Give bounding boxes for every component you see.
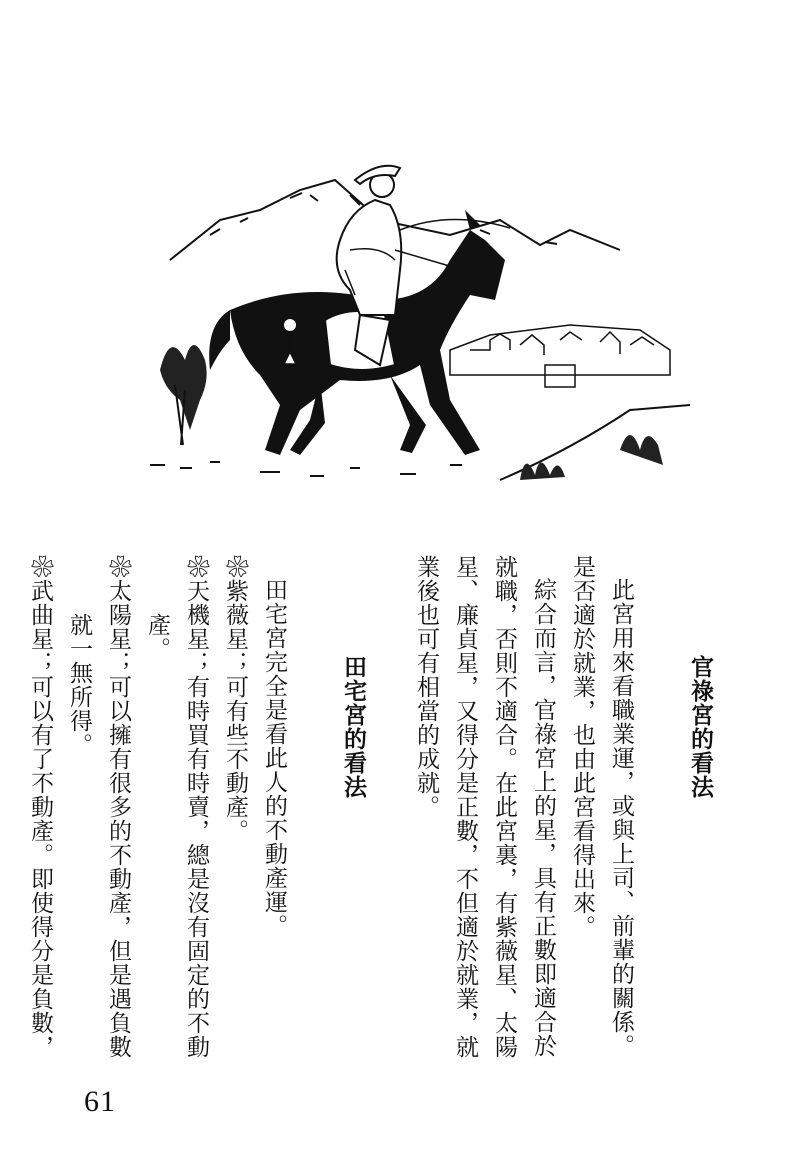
list-item-text: 太陽星；可以擁有很多的不動產，但是遇負數 bbox=[105, 579, 131, 1059]
flower-bullet-icon: ❀ bbox=[105, 555, 131, 579]
list-item-continuation: 就一無所得。 bbox=[66, 612, 92, 757]
list-item-continuation: 產。 bbox=[144, 612, 170, 661]
list-item bbox=[20, 555, 59, 1060]
paragraph: 綜合而言，官祿宮上的星，具有正數即適合於就職，否則不適合。在此宮裏，有紫薇星、太陽星、廉貞星，又得分是正數，不但適於就業，就業後也可有相當的成就。 bbox=[413, 555, 556, 1059]
section-spacer bbox=[372, 555, 406, 1060]
paragraph: 田宅宮完全是看此人的不動產運。 bbox=[261, 578, 287, 938]
list-item-text: 紫薇星；可有些不動產。 bbox=[222, 579, 248, 843]
list-item bbox=[215, 555, 254, 1060]
rider-on-horse-illustration bbox=[150, 150, 690, 500]
section-heading-property: 田宅宮的看法 bbox=[340, 655, 366, 799]
vertical-text-body bbox=[20, 555, 719, 1060]
flower-bullet-icon: ❀ bbox=[183, 555, 209, 579]
list-item-text: 武曲星；可以有了不動產。即使得分是負數， bbox=[27, 579, 53, 1059]
flower-bullet-icon: ❀ bbox=[27, 555, 53, 579]
list-item bbox=[59, 555, 137, 1060]
page-number: 61 bbox=[84, 1085, 116, 1118]
paragraph: 此宮用來看職業運，或與上司、前輩的關係。是否適於就業，也由此宮看得出來。 bbox=[569, 555, 634, 1058]
list-item-text: 天機星；有時買有時賣，總是沒有固定的不動 bbox=[183, 579, 209, 1059]
flower-bullet-icon: ❀ bbox=[222, 555, 248, 579]
section-heading-career: 官祿宮的看法 bbox=[687, 655, 713, 799]
list-item bbox=[137, 555, 215, 1060]
